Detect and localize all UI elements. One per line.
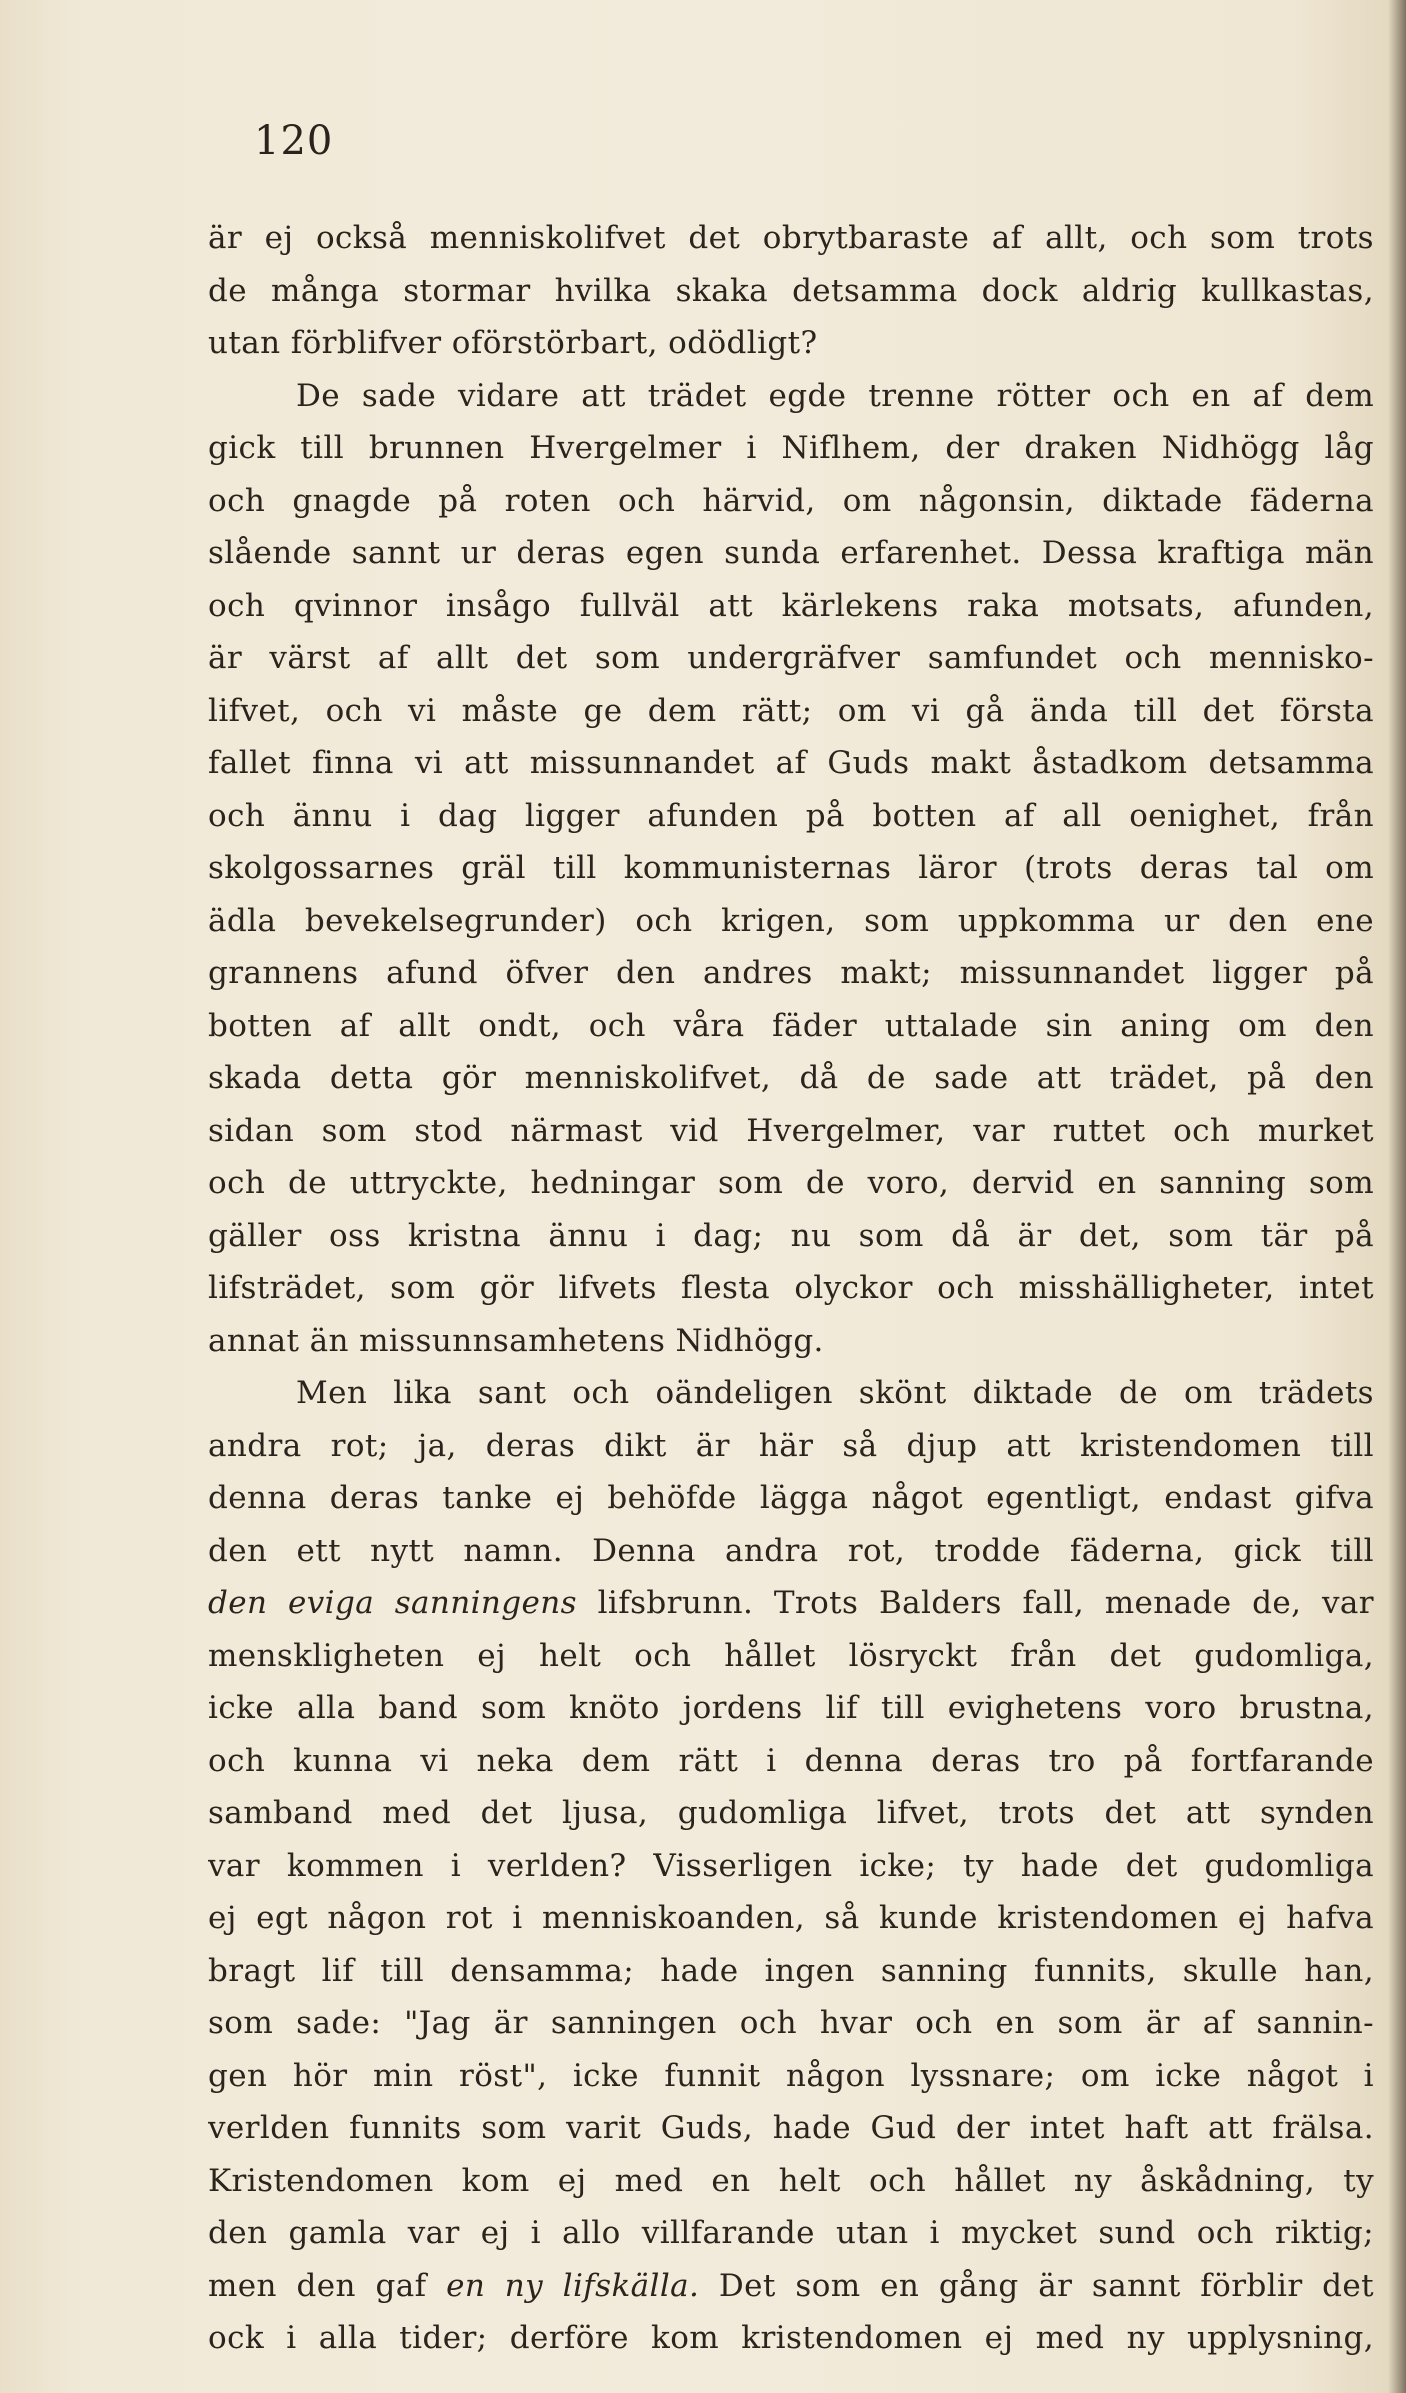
text-segment: fallet finna vi att missunnandet af Guds makt åstadkom detsamma <box>208 745 1374 781</box>
text-line <box>208 1105 1374 1158</box>
text-segment: icke alla band som knöto jordens lif till evighetens voro brustna, <box>208 1690 1374 1726</box>
text-line <box>208 737 1374 790</box>
text-segment: lifsbrunn. Trots Balders fall, menade de, var <box>576 1585 1374 1621</box>
text-segment: skada detta gör menniskolifvet, då de sade att trädet, på den <box>208 1060 1374 1096</box>
text-line <box>208 1945 1374 1998</box>
text-segment: lifvet, och vi måste ge dem rätt; om vi gå ända till det första <box>208 692 1374 729</box>
text-segment: denna deras tanke ej behöfde lägga något egentligt, endast gifva <box>208 1480 1374 1516</box>
text-line <box>208 1892 1374 1945</box>
text-segment: Kristendomen kom ej med en helt och hållet ny åskådning, ty <box>208 2162 1374 2199</box>
text-segment: gäller oss kristna ännu i dag; nu som då är det, som tär på <box>208 1217 1374 1254</box>
text-line <box>208 580 1374 633</box>
text-line <box>208 947 1374 1000</box>
text-segment: bragt lif till densamma; hade ingen sanning funnits, skulle han, <box>208 1952 1374 1989</box>
text-line <box>208 1840 1374 1893</box>
text-segment: lifsträdet, som gör lifvets flesta olyckor och misshälligheter, intet <box>208 1270 1374 1306</box>
text-line <box>208 2155 1374 2208</box>
text-segment: ej egt någon rot i menniskoanden, så kunde kristendomen ej hafva <box>208 1900 1374 1936</box>
text-line <box>208 1630 1374 1683</box>
text-segment: och ännu i dag ligger afunden på botten af all oenighet, från <box>208 797 1374 834</box>
text-segment: ock i alla tider; derföre kom kristendomen ej med ny upplysning, <box>208 2320 1374 2356</box>
text-segment: Det som en gång är sannt förblir det <box>699 2267 1374 2304</box>
text-line <box>208 1210 1374 1263</box>
text-segment: utan förblifver oförstörbart, odödligt? <box>208 325 818 361</box>
text-segment: skolgossarnes gräl till kommunisternas läror (trots deras tal om <box>208 850 1374 886</box>
text-segment: andra rot; ja, deras dikt är här så djup att kristendomen till <box>208 1427 1374 1464</box>
text-line <box>208 1525 1374 1578</box>
text-segment: som sade: "Jag är sanningen och hvar och en som är af sannin- <box>208 2005 1374 2041</box>
page-edge-shadow <box>1388 0 1406 2393</box>
text-line <box>208 317 1374 370</box>
text-line <box>208 2050 1374 2103</box>
italic-text: den eviga sanningens <box>208 1585 577 1621</box>
text-segment: gen hör min röst", icke funnit någon lyssnare; om icke något i <box>208 2057 1374 2094</box>
text-line <box>208 2207 1374 2260</box>
text-line <box>208 895 1374 948</box>
text-segment: menskligheten ej helt och hållet lösryckt från det gudomliga, <box>208 1637 1374 1674</box>
text-line <box>208 1787 1374 1840</box>
text-line <box>208 1315 1374 1368</box>
text-segment: sidan som stod närmast vid Hvergelmer, var ruttet och murket <box>208 1112 1374 1149</box>
text-line <box>208 1367 1374 1420</box>
text-line <box>208 790 1374 843</box>
text-line <box>208 1157 1374 1210</box>
text-line <box>208 2102 1374 2155</box>
text-segment: den gamla var ej i allo villfarande utan i mycket sund och riktig; <box>208 2215 1374 2251</box>
text-segment: Men lika sant och oändeligen skönt diktade de om trädets <box>296 1375 1374 1411</box>
italic-text: en ny lifskälla. <box>446 2267 700 2304</box>
text-segment: verlden funnits som varit Guds, hade Gud der intet haft att frälsa. <box>208 2110 1374 2146</box>
text-segment: slående sannt ur deras egen sunda erfarenhet. Dessa kraftiga män <box>208 535 1374 571</box>
text-segment: gick till brunnen Hvergelmer i Niflhem, der draken Nidhögg låg <box>208 430 1374 466</box>
text-segment: var kommen i verlden? Visserligen icke; ty hade det gudomliga <box>208 1847 1374 1884</box>
text-line <box>208 1472 1374 1525</box>
text-line <box>208 1000 1374 1053</box>
body-text <box>208 212 1374 2365</box>
text-segment: de många stormar hvilka skaka detsamma dock aldrig kullkastas, <box>208 272 1374 309</box>
text-line <box>208 632 1374 685</box>
text-segment: men den gaf <box>208 2267 447 2304</box>
text-line <box>208 842 1374 895</box>
text-segment: och kunna vi neka dem rätt i denna deras tro på fortfarande <box>208 1742 1374 1779</box>
text-segment: botten af allt ondt, och våra fäder uttalade sin aning om den <box>208 1007 1374 1044</box>
text-line <box>208 1262 1374 1315</box>
text-segment: De sade vidare att trädet egde trenne rötter och en af dem <box>296 377 1374 414</box>
text-segment: och qvinnor insågo fullväl att kärlekens raka motsats, afunden, <box>208 587 1374 624</box>
text-line <box>208 265 1374 318</box>
text-segment: ädla bevekelsegrunder) och krigen, som uppkomma ur den ene <box>208 902 1374 939</box>
text-line <box>208 2260 1374 2313</box>
text-segment: annat än missunnsamhetens Nidhögg. <box>208 1322 824 1359</box>
text-segment: är ej också menniskolifvet det obrytbaraste af allt, och som trots <box>208 220 1374 256</box>
text-line <box>208 1577 1374 1630</box>
text-line <box>208 1735 1374 1788</box>
text-line <box>208 475 1374 528</box>
text-line <box>208 422 1374 475</box>
text-line <box>208 2312 1374 2365</box>
text-line <box>208 685 1374 738</box>
text-segment: och de uttryckte, hedningar som de voro, dervid en sanning som <box>208 1165 1374 1201</box>
text-segment: grannens afund öfver den andres makt; missunnandet ligger på <box>208 955 1374 991</box>
text-line <box>208 1420 1374 1473</box>
text-segment: den ett nytt namn. Denna andra rot, trodde fäderna, gick till <box>208 1532 1374 1569</box>
text-line <box>208 1052 1374 1105</box>
text-line <box>208 1682 1374 1735</box>
text-line <box>208 212 1374 265</box>
text-segment: samband med det ljusa, gudomliga lifvet, trots det att synden <box>208 1795 1374 1831</box>
text-line <box>208 1997 1374 2050</box>
text-line <box>208 527 1374 580</box>
text-line <box>208 370 1374 423</box>
page-number: 120 <box>254 118 334 164</box>
text-segment: och gnagde på roten och härvid, om någonsin, diktade fäderna <box>208 482 1374 519</box>
text-segment: är värst af allt det som undergräfver samfundet och mennisko- <box>208 640 1374 676</box>
